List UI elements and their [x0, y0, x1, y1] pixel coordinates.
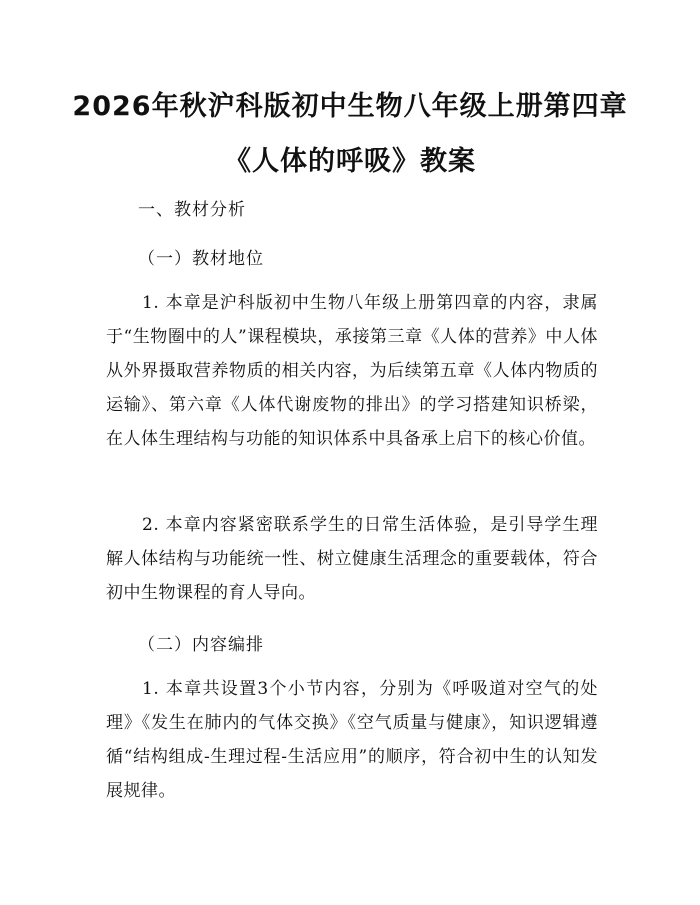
- paragraph-chapter-position: 1. 本章是沪科版初中生物八年级上册第四章的内容，隶属于“生物圈中的人”课程模块，承接第三章《人体的营养》中人体从外界摄取营养物质的相关内容，为后续第五章《人体内物质的运输》、第六章《人体代谢废物的排出》的学习搭建知识桥梁，在人体生理结构与功能的知识体系中具备承上启下的核心价值。: [106, 293, 598, 449]
- paragraph-life-connection: 2. 本章内容紧密联系学生的日常生活体验，是引导学生理解人体结构与功能统一性、树立健康生活理念的重要载体，符合初中生物课程的育人导向。: [106, 515, 598, 603]
- subsection-heading-textbook-status: （一）教材地位: [138, 249, 264, 269]
- section-heading-textbook-analysis: 一、教材分析: [138, 200, 246, 220]
- document-title-line-2: 《人体的呼吸》教案: [224, 146, 476, 177]
- paragraph-section-structure: 1. 本章共设置3个小节内容，分别为《呼吸道对空气的处理》《发生在肺内的气体交换》《空气质量与健康》，知识逻辑遵循“结构组成-生理过程-生活应用”的顺序，符合初中生的认知发展规律。: [106, 679, 598, 801]
- subsection-heading-content-arrangement: （二）内容编排: [138, 635, 264, 655]
- document-title-line-1: 2026年秋沪科版初中生物八年级上册第四章: [72, 91, 628, 122]
